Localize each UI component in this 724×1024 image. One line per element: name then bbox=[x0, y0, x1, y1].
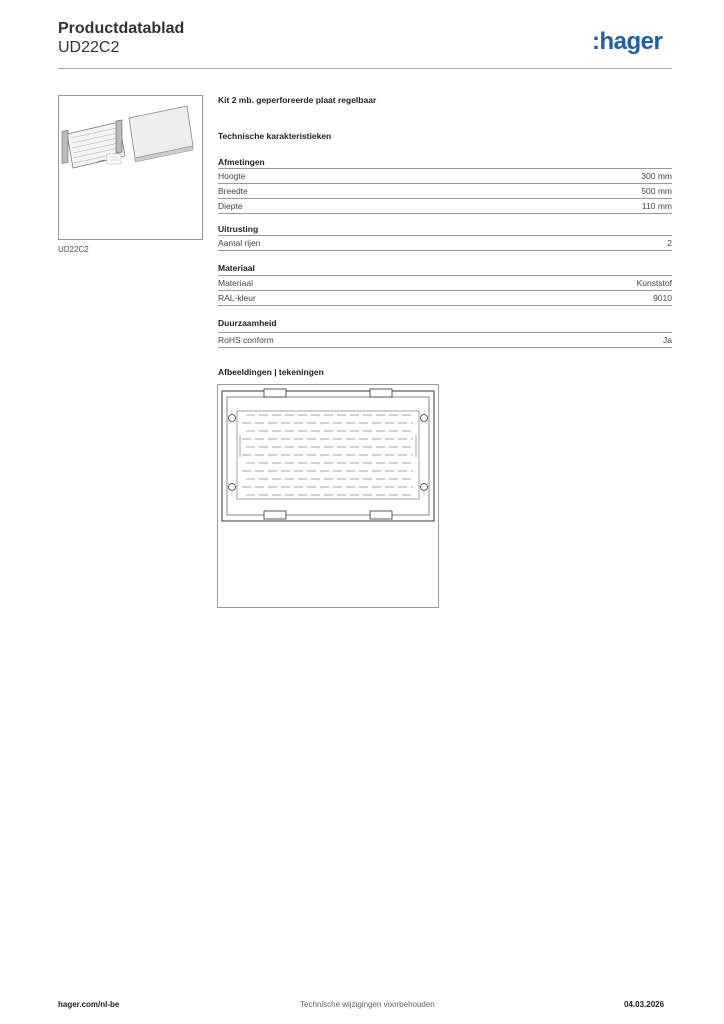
spec-row bbox=[218, 183, 672, 198]
product-code-heading: UD22C2 bbox=[58, 39, 120, 56]
header-divider bbox=[58, 68, 672, 69]
spec-row bbox=[218, 235, 672, 251]
spec-label: RoHS conform bbox=[218, 335, 274, 345]
specs-heading: Technische karakteristieken bbox=[218, 131, 332, 141]
spec-table-duurzaamheid bbox=[218, 332, 672, 348]
technical-drawing bbox=[217, 384, 439, 608]
drawings-heading: Afbeeldingen | tekeningen bbox=[218, 367, 324, 377]
spec-table-afmetingen bbox=[218, 168, 672, 214]
logo-text: hager bbox=[599, 28, 663, 55]
perforated-plate-drawing bbox=[218, 385, 438, 607]
spec-label: Breedte bbox=[218, 186, 248, 196]
section-title-afmetingen: Afmetingen bbox=[218, 157, 265, 167]
product-image bbox=[58, 95, 203, 240]
footer-notice: Technische wijzigingen voorbehouden bbox=[300, 1000, 435, 1009]
spec-row bbox=[218, 332, 672, 348]
footer-date: 04.03.2026 bbox=[624, 1000, 665, 1009]
spec-value: Kunststof bbox=[636, 278, 672, 288]
spec-value: 300 mm bbox=[641, 171, 672, 181]
logo-colon-icon: : bbox=[592, 28, 600, 55]
spec-value: 2 bbox=[667, 238, 672, 248]
spec-label: Hoogte bbox=[218, 171, 246, 181]
spec-row bbox=[218, 168, 672, 183]
spec-row bbox=[218, 275, 672, 290]
spec-row bbox=[218, 290, 672, 306]
section-title-materiaal: Materiaal bbox=[218, 263, 255, 273]
product-name: Kit 2 mb. geperforeerde plaat regelbaar bbox=[218, 95, 377, 105]
spec-label: Aantal rijen bbox=[218, 238, 261, 248]
spec-table-uitrusting bbox=[218, 235, 672, 251]
hager-logo bbox=[592, 28, 662, 56]
spec-table-materiaal bbox=[218, 275, 672, 306]
spec-label: RAL-kleur bbox=[218, 293, 256, 303]
section-title-uitrusting: Uitrusting bbox=[218, 224, 259, 234]
spec-value: 9010 bbox=[653, 293, 672, 303]
spec-label: Materiaal bbox=[218, 278, 253, 288]
footer-website-link[interactable]: hager.com/nl-be bbox=[58, 1000, 120, 1009]
document-title: Productdatablad bbox=[58, 20, 185, 37]
product-image-caption: UD22C2 bbox=[58, 245, 89, 254]
spec-value: 500 mm bbox=[641, 186, 672, 196]
spec-label: Diepte bbox=[218, 201, 243, 211]
spec-value: Ja bbox=[663, 335, 672, 345]
section-title-duurzaamheid: Duurzaamheid bbox=[218, 318, 277, 328]
product-illustration bbox=[59, 96, 202, 239]
spec-value: 110 mm bbox=[641, 201, 672, 211]
spec-row bbox=[218, 198, 672, 214]
